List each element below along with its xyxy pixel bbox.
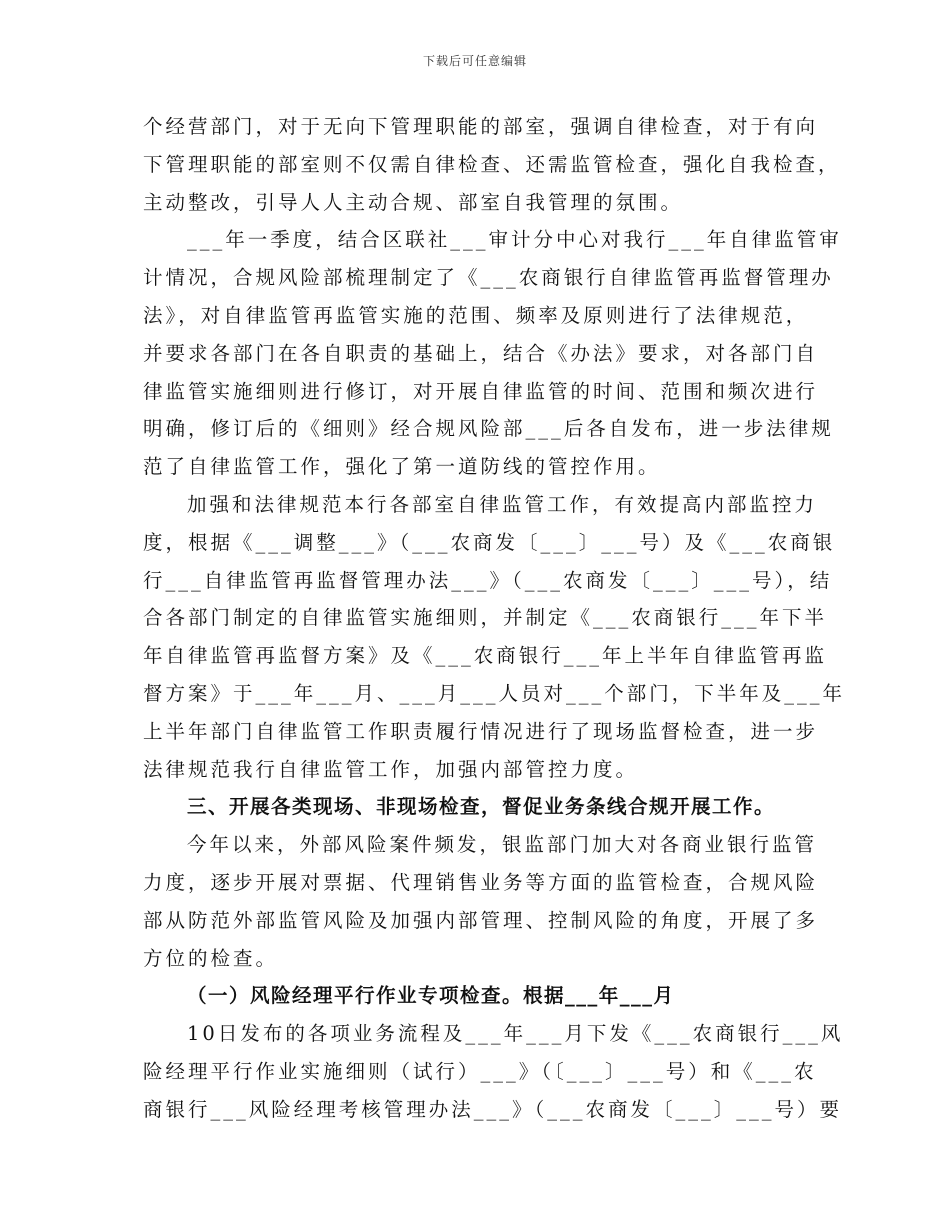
body-line: 法》，对自律监管再监管实施的范围、频率及原则进行了法律规范， [143,303,809,327]
body-line: 今年以来，外部风险案件频发，银监部门加大对各商业银行监管 [187,833,818,857]
body-line: 上半年部门自律监管工作职责履行情况进行了现场监督检查，进一步 [143,719,819,743]
body-line: 部从防范外部监管风险及加强内部管理、控制风险的角度，开展了多 [143,908,819,932]
body-line: 商银行___风险经理考核管理办法___》（___农商发〔___〕___号）要 [143,1097,843,1121]
body-line: 并要求各部门在各自职责的基础上，结合《办法》要求，对各部门自 [143,341,819,365]
body-line: 范了自律监管工作，强化了第一道防线的管控作用。 [143,455,661,479]
section-heading: 三、开展各类现场、非现场检查，督促业务条线合规开展工作。 [187,795,776,819]
body-line: 10日发布的各项业务流程及___年___月下发《___农商银行___风 [187,1022,844,1046]
body-line: 主动整改，引导人人主动合规、部室自我管理的氛围。 [143,190,684,214]
body-line: 方位的检查。 [143,946,279,970]
body-line: 法律规范我行自律监管工作，加强内部管控力度。 [143,757,639,781]
body-line: 计情况，合规风险部梳理制定了《___农商银行自律监管再监督管理办 [143,266,834,290]
body-line: 险经理平行作业实施细则（试行）___》（〔___〕___号）和《___农 [143,1059,817,1083]
body-line: 个经营部门，对于无向下管理职能的部室，强调自律检查，对于有向 [143,115,819,138]
body-line: 力度，逐步开展对票据、代理销售业务等方面的监管检查，合规风险 [143,870,819,894]
page-header: 下载后可任意编辑 [422,54,527,68]
body-line: 度，根据《___调整___》（___农商发〔___〕___号）及《___农商银 [143,530,836,554]
subsection-heading: （一）风险经理平行作业专项检查。根据___年___月 [187,984,675,1008]
body-line: 明确，修订后的《细则》经合规风险部___后各自发布，进一步法律规 [143,417,834,441]
body-line: 年自律监管再监督方案》及《___农商银行___年上半年自律监管再监 [143,644,828,668]
body-line: 合各部门制定的自律监管实施细则，并制定《___农商银行___年下半 [143,606,828,630]
body-line: ___年一季度，结合区联社___审计分中心对我行___年自律监管审 [187,228,842,252]
body-line: 行___自律监管再监督管理办法___》（___农商发〔___〕___号），结 [143,568,833,592]
body-line: 律监管实施细则进行修订，对开展自律监管的时间、范围和频次进行 [143,379,819,403]
body-line: 督方案》于___年___月、___月___人员对___个部门，下半年及___年 [143,681,846,705]
body-line: 加强和法律规范本行各部室自律监管工作，有效提高内部监控力 [187,492,818,516]
document-body [143,108,846,1129]
body-line: 下管理职能的部室则不仅需自律检查、还需监管检查，强化自我检查， [143,152,841,176]
